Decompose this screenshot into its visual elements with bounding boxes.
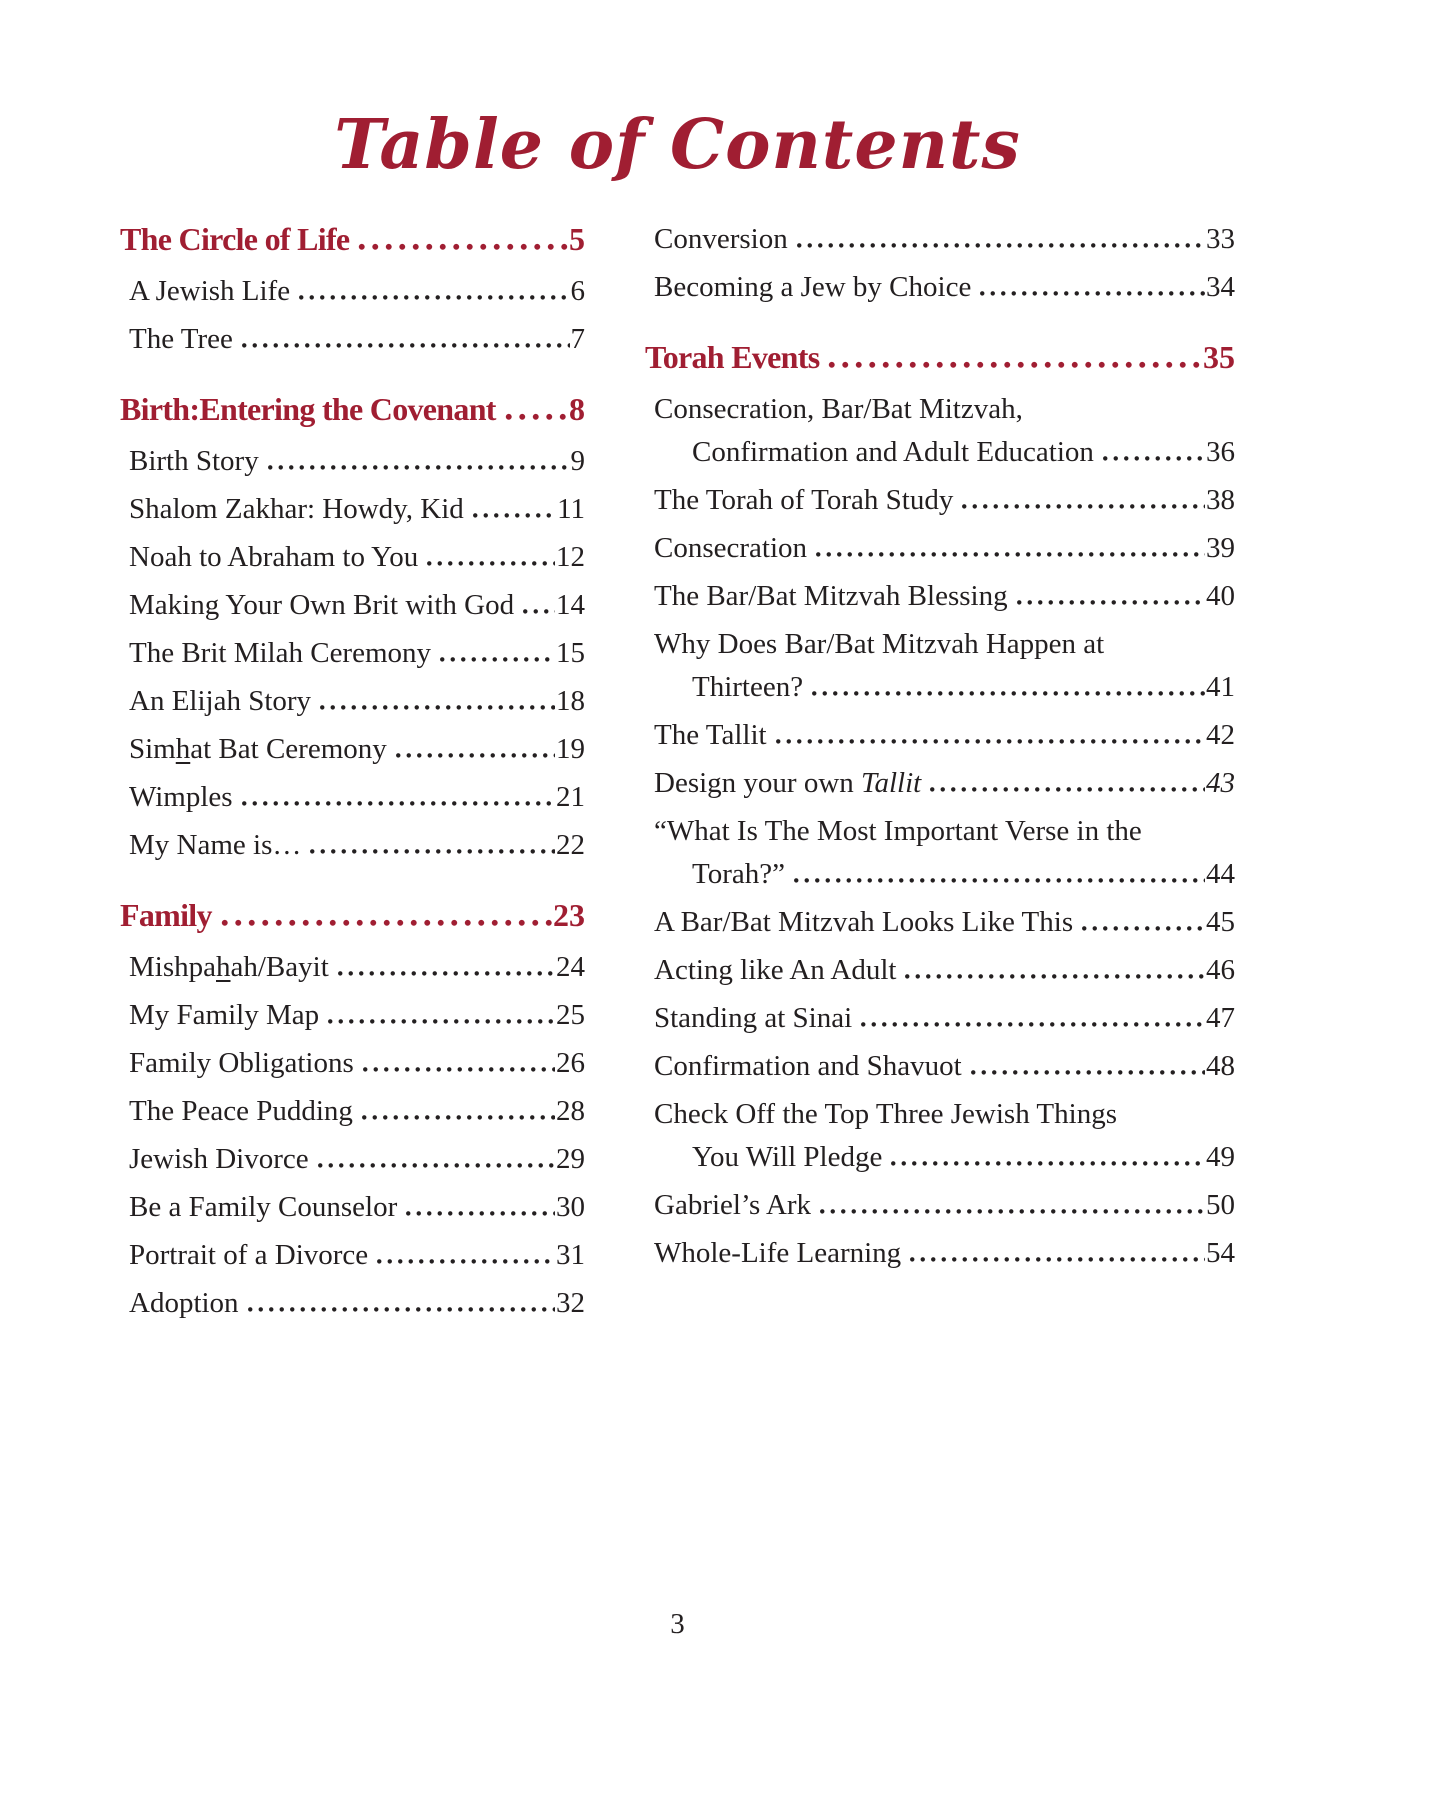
entry-title: My Name is… [129, 829, 302, 862]
toc-entry [645, 901, 1235, 944]
entry-title: Consecration, Bar/Bat Mitzvah, [654, 393, 1023, 426]
entry-page-number: 41 [1206, 671, 1235, 704]
toc-line [654, 997, 1235, 1040]
entry-page-number: 7 [570, 323, 585, 356]
dot-leader [794, 240, 1205, 248]
dot-leader [239, 798, 555, 806]
toc-entry [120, 318, 585, 361]
entry-page-number: 50 [1206, 1189, 1235, 1222]
dot-leader [1079, 923, 1205, 931]
entry-page-number: 22 [556, 829, 585, 862]
entry-title: Family Obligations [129, 1047, 354, 1080]
entry-page-number: 24 [556, 951, 585, 984]
entry-page-number: 49 [1206, 1141, 1235, 1174]
dot-leader [245, 1304, 555, 1312]
entry-page-number: 43 [1206, 767, 1235, 800]
toc-entry [645, 949, 1235, 992]
toc-line [654, 431, 1235, 474]
toc-line [129, 946, 585, 989]
toc-entry [645, 527, 1235, 570]
toc-line [129, 1090, 585, 1133]
dot-leader [325, 1016, 555, 1024]
entry-title: The Tree [129, 323, 233, 356]
entry-title: Becoming a Jew by Choice [654, 271, 972, 304]
toc-line [129, 824, 585, 867]
entry-title: Making Your Own Brit with God [129, 589, 515, 622]
entry-page-number: 45 [1206, 906, 1235, 939]
entry-title: The Torah of Torah Study [654, 484, 954, 517]
toc-column-right [645, 218, 1235, 1280]
toc-line [645, 336, 1235, 379]
toc-line [129, 440, 585, 483]
entry-page-number: 32 [556, 1287, 585, 1320]
dot-leader [355, 241, 568, 250]
toc-line [654, 1045, 1235, 1088]
entry-page-number: 39 [1206, 532, 1235, 565]
entry-title: Whole-Life Learning [654, 1237, 902, 1270]
entry-title: Standing at Sinai [654, 1002, 853, 1035]
dot-leader [374, 1256, 555, 1264]
toc-line [654, 901, 1235, 944]
entry-page-number: 47 [1206, 1002, 1235, 1035]
entry-title: “What Is The Most Important Verse in the [654, 815, 1142, 848]
entry-page-number: 12 [556, 541, 585, 574]
toc-line [654, 666, 1235, 709]
folio-page-number: 3 [670, 1608, 685, 1640]
toc-line [129, 1282, 585, 1325]
entry-title: Acting like An Adult [654, 954, 897, 987]
toc-line [129, 1138, 585, 1181]
toc-entry [120, 440, 585, 483]
entry-page-number: 42 [1206, 719, 1235, 752]
toc-entry [645, 266, 1235, 309]
toc-line [654, 853, 1235, 896]
entry-title: The Tallit [654, 719, 767, 752]
entry-page-number: 28 [556, 1095, 585, 1128]
toc-line [654, 479, 1235, 522]
entry-page-number: 5 [569, 221, 585, 258]
entry-title: Mishpahah/Bayit [129, 951, 329, 984]
toc-entry [645, 1093, 1235, 1179]
entry-page-number: 38 [1206, 484, 1235, 517]
entry-title: Consecration [654, 532, 808, 565]
entry-page-number: 25 [556, 999, 585, 1032]
entry-title: A Jewish Life [129, 275, 291, 308]
toc-section-heading [120, 218, 585, 261]
toc-entry [645, 810, 1235, 896]
entry-title: Birth Story [129, 445, 259, 478]
dot-leader [927, 784, 1205, 792]
entry-title: An Elijah Story [129, 685, 312, 718]
toc-line [654, 714, 1235, 757]
entry-page-number: 40 [1206, 580, 1235, 613]
toc-line [654, 623, 1235, 666]
dot-leader [1014, 597, 1205, 605]
dot-leader [307, 846, 555, 854]
entry-page-number: 26 [556, 1047, 585, 1080]
toc-entry [120, 728, 585, 771]
toc-entry [120, 1186, 585, 1229]
toc-entry [645, 479, 1235, 522]
entry-page-number: 8 [569, 391, 585, 428]
toc-line [129, 776, 585, 819]
entry-title: Confirmation and Adult Education [692, 436, 1094, 469]
dot-leader [360, 1064, 555, 1072]
toc-column-left [120, 218, 585, 1330]
dot-leader [977, 288, 1205, 296]
entry-page-number: 15 [556, 637, 585, 670]
entry-page-number: 9 [570, 445, 585, 478]
toc-line [129, 680, 585, 723]
toc-line [129, 488, 585, 531]
dot-leader [265, 462, 570, 470]
entry-title: Adoption [129, 1287, 239, 1320]
toc-line [129, 270, 585, 313]
dot-leader [888, 1158, 1205, 1166]
entry-title: The Bar/Bat Mitzvah Blessing [654, 580, 1008, 613]
dot-leader [907, 1254, 1205, 1262]
entry-title: Conversion [654, 223, 788, 256]
entry-page-number: 6 [570, 275, 585, 308]
toc-entry [120, 632, 585, 675]
entry-title: Design your own Tallit [654, 767, 922, 800]
entry-title: Thirteen? [692, 671, 804, 704]
dot-leader [813, 549, 1205, 557]
dot-leader [902, 971, 1205, 979]
toc-section-heading [645, 336, 1235, 379]
toc-entry [120, 1234, 585, 1277]
entry-title: Wimples [129, 781, 233, 814]
toc-line [129, 728, 585, 771]
section-title: The Circle of Life [120, 221, 350, 258]
toc-line [129, 318, 585, 361]
entry-page-number: 35 [1203, 339, 1235, 376]
dot-leader [858, 1019, 1205, 1027]
entry-title: My Family Map [129, 999, 320, 1032]
toc-entry [645, 997, 1235, 1040]
entry-title: Simhat Bat Ceremony [129, 733, 387, 766]
toc-entry [120, 824, 585, 867]
toc-line [129, 1042, 585, 1085]
toc-entry [120, 994, 585, 1037]
dot-leader [773, 736, 1205, 744]
toc-line [654, 388, 1235, 431]
entry-title: Be a Family Counselor [129, 1191, 398, 1224]
section-title: Birth:Entering the Covenant [120, 391, 496, 428]
toc-entry [120, 270, 585, 313]
toc-line [654, 1136, 1235, 1179]
toc-entry [120, 488, 585, 531]
toc-entry [120, 1282, 585, 1325]
toc-line [654, 266, 1235, 309]
toc-entry [120, 1042, 585, 1085]
entry-page-number: 23 [553, 897, 585, 934]
entry-page-number: 48 [1206, 1050, 1235, 1083]
toc-line [654, 1093, 1235, 1136]
entry-title: Shalom Zakhar: Howdy, Kid [129, 493, 464, 526]
dot-leader [817, 1206, 1205, 1214]
toc-columns [120, 218, 1235, 1330]
toc-entry [645, 1184, 1235, 1227]
entry-title: Check Off the Top Three Jewish Things [654, 1098, 1117, 1131]
entry-page-number: 29 [556, 1143, 585, 1176]
entry-title: The Peace Pudding [129, 1095, 353, 1128]
entry-page-number: 11 [557, 493, 585, 526]
entry-page-number: 14 [556, 589, 585, 622]
toc-line [129, 994, 585, 1037]
dot-leader [424, 558, 555, 566]
entry-title: Jewish Divorce [129, 1143, 309, 1176]
entry-page-number: 30 [556, 1191, 585, 1224]
entry-page-number: 33 [1206, 223, 1235, 256]
section-title: Torah Events [645, 339, 820, 376]
toc-entry [645, 714, 1235, 757]
dot-leader [335, 968, 555, 976]
entry-title: Confirmation and Shavuot [654, 1050, 962, 1083]
toc-line [654, 1184, 1235, 1227]
dot-leader [959, 501, 1205, 509]
entry-page-number: 44 [1206, 858, 1235, 891]
toc-line [129, 536, 585, 579]
toc-entry [645, 623, 1235, 709]
dot-leader [809, 688, 1205, 696]
toc-line [654, 1232, 1235, 1275]
entry-title: Portrait of a Divorce [129, 1239, 369, 1272]
toc-line [120, 388, 585, 431]
entry-title: Torah?” [692, 858, 785, 891]
toc-line [654, 527, 1235, 570]
dot-leader [239, 340, 570, 348]
toc-entry [645, 575, 1235, 618]
entry-page-number: 36 [1206, 436, 1235, 469]
toc-line [120, 894, 585, 937]
page-title: Table of Contents [334, 105, 1021, 185]
entry-page-number: 31 [556, 1239, 585, 1272]
toc-entry [645, 762, 1235, 805]
dot-leader [403, 1208, 555, 1216]
entry-page-number: 19 [556, 733, 585, 766]
toc-line [129, 584, 585, 627]
entry-title: The Brit Milah Ceremony [129, 637, 432, 670]
dot-leader [393, 750, 555, 758]
dot-leader [502, 411, 568, 420]
dot-leader [296, 292, 569, 300]
toc-line [129, 632, 585, 675]
toc-entry [120, 680, 585, 723]
entry-page-number: 34 [1206, 271, 1235, 304]
toc-line [129, 1234, 585, 1277]
dot-leader [1100, 453, 1205, 461]
entry-title: A Bar/Bat Mitzvah Looks Like This [654, 906, 1074, 939]
dot-leader [315, 1160, 555, 1168]
toc-section-heading [120, 894, 585, 937]
toc-entry [645, 388, 1235, 474]
entry-page-number: 21 [556, 781, 585, 814]
toc-entry [120, 1090, 585, 1133]
dot-leader [218, 917, 552, 926]
toc-entry [120, 946, 585, 989]
dot-leader [317, 702, 555, 710]
entry-title: You Will Pledge [692, 1141, 883, 1174]
toc-entry [120, 776, 585, 819]
entry-title: Why Does Bar/Bat Mitzvah Happen at [654, 628, 1105, 661]
dot-leader [791, 875, 1205, 883]
dot-leader [470, 510, 556, 518]
entry-page-number: 18 [556, 685, 585, 718]
toc-line [654, 218, 1235, 261]
toc-entry [645, 218, 1235, 261]
toc-entry [120, 1138, 585, 1181]
entry-page-number: 54 [1206, 1237, 1235, 1270]
entry-page-number: 46 [1206, 954, 1235, 987]
toc-line [120, 218, 585, 261]
toc-entry [120, 584, 585, 627]
entry-title: Noah to Abraham to You [129, 541, 419, 574]
toc-line [654, 575, 1235, 618]
dot-leader [437, 654, 555, 662]
toc-line [654, 810, 1235, 853]
section-title: Family [120, 897, 212, 934]
toc-entry [120, 536, 585, 579]
dot-leader [359, 1112, 555, 1120]
toc-entry [645, 1045, 1235, 1088]
dot-leader [825, 359, 1202, 368]
toc-line [654, 949, 1235, 992]
toc-entry [645, 1232, 1235, 1275]
entry-title: Gabriel’s Ark [654, 1189, 812, 1222]
toc-line [129, 1186, 585, 1229]
dot-leader [968, 1067, 1205, 1075]
toc-line [654, 762, 1235, 805]
dot-leader [520, 606, 555, 614]
toc-section-heading [120, 388, 585, 431]
